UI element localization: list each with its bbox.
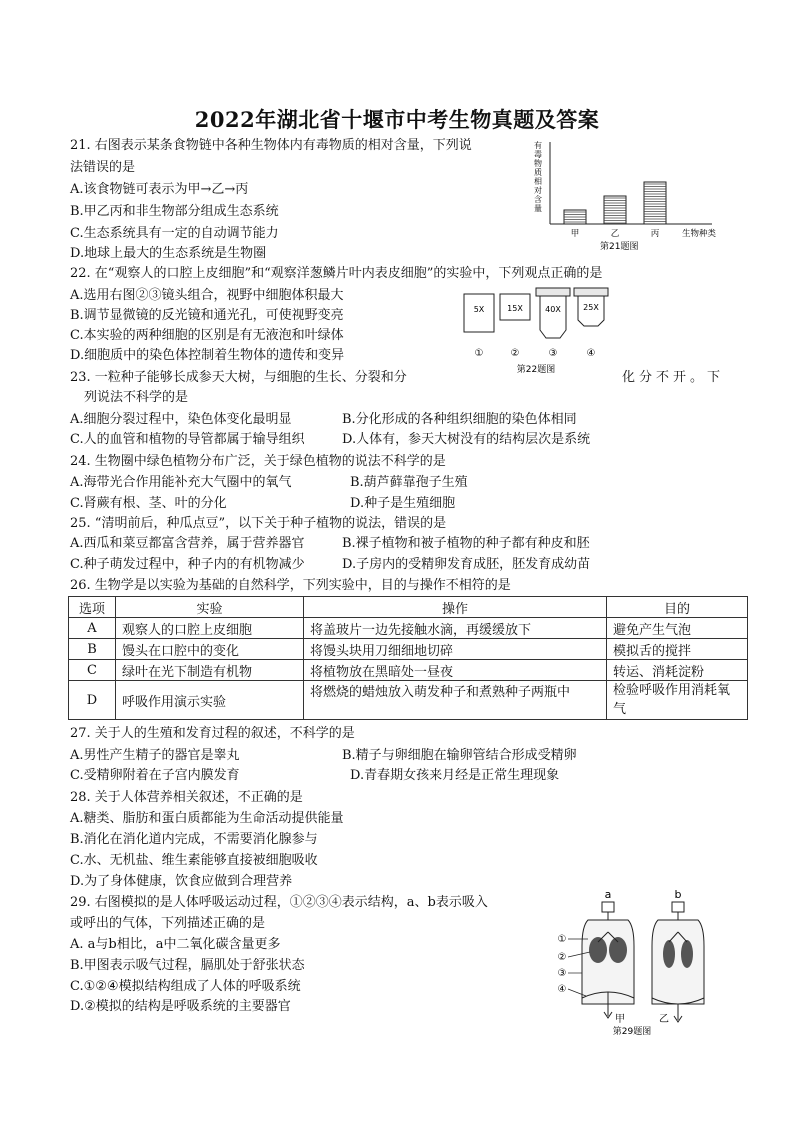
objective-40x-thread-icon [536,288,570,296]
q26-header-purpose: 目的 [607,597,748,618]
q22-lens-figure [456,286,616,376]
lens-3-label: 40X [545,305,561,314]
q26-cell: 将植物放在黑暗处一昼夜 [304,660,607,681]
q26-header-operation: 操作 [304,597,607,618]
q27-option-b: B.精子与卵细胞在输卵管结合形成受精卵 [342,748,577,763]
q29-breathing-model-figure [548,886,718,1036]
q27-option-a: A.男性产生精子的器官是睾丸 [70,748,240,763]
q22-option-d: D.细胞质中的染色体控制着生物体的遗传和变异 [70,348,345,363]
bell-jar-yi-icon [652,902,704,1022]
lens-1-label: 5X [473,305,485,314]
jar-yi-label: 乙 [659,1014,669,1025]
q21-y-label-char: 相 [534,177,542,186]
q21-y-label-char: 含 [534,195,542,204]
q29-figure-caption: 第29题图 [612,1027,652,1036]
q21-y-axis-label [534,140,542,213]
q23-option-c: C.人的血管和植物的导管都属于输导组织 [70,432,305,447]
label-a: a [604,888,612,901]
q21-y-label-char: 毒 [534,150,542,159]
q26-cell: 将燃烧的蜡烛放入萌发种子和煮熟种子两瓶中 [304,681,607,720]
q26-cell: 绿叶在光下制造有机物 [116,660,304,681]
q27-option-c: C.受精卵附着在子宫内膜发育 [70,768,240,783]
q21-category-label: 丙 [650,229,660,239]
lens-2-label: 15X [507,304,523,313]
table-row [69,681,748,720]
lens-3-number: ③ [548,348,558,359]
q21-y-label-char: 质 [534,168,542,177]
q29-option-b: B.甲图表示吸气过程，膈肌处于舒张状态 [70,958,305,973]
q21-y-label-char: 有 [534,141,542,150]
q26-cell: D [69,681,116,720]
q23-option-b: B.分化形成的各种组织细胞的染色体相同 [342,412,577,427]
q29-option-a: A. a与b相比，a中二氧化碳含量更多 [70,937,281,952]
q23-stem-left: 23. 一粒种子能够长成参天大树，与细胞的生长、分裂和分 [70,370,407,385]
q21-x-axis-label: 生物种类 [682,229,717,239]
q21-bar-chart [530,138,730,256]
q26-header-experiment: 实验 [116,597,304,618]
q25-option-d: D.子房内的受精卵发育成胚，胚发育成幼苗 [342,557,591,572]
lens-1-number: ① [474,348,484,359]
q21-option-d: D.地球上最大的生态系统是生物圈 [70,246,267,261]
q26-cell: 呼吸作用演示实验 [116,681,304,720]
q23-option-d: D.人体有，参天大树没有的结构层次是系统 [342,432,591,447]
q21-y-label-char: 物 [534,159,542,168]
q26-cell: 模拟舌的搅拌 [607,639,748,660]
q21-stem-line2: 法错误的是 [70,160,136,175]
q28-option-c: C.水、无机盐、维生素能够直接被细胞吸收 [70,853,318,868]
q29-stem-line1: 29. 右图模拟的是人体呼吸运动过程，①②③④表示结构，a、b表示吸入 [70,895,488,910]
q29-stem-line2: 或呼出的气体，下列描述正确的是 [70,916,266,931]
q29-option-c: C.①②④模拟结构组成了人体的呼吸系统 [70,979,301,994]
table-row [69,618,748,639]
q26-cell: 转运、消耗淀粉 [607,660,748,681]
lens-4-label: 25X [583,303,599,312]
q21-y-label-char: 量 [534,204,542,213]
structure-2-number: ② [557,952,567,963]
label-b: b [674,888,682,901]
structure-4-number: ④ [557,984,567,995]
q26-cell: 将盖玻片一边先接触水滴，再缓缓放下 [304,618,607,639]
q28-option-b: B.消化在消化道内完成，不需要消化腺参与 [70,832,318,847]
q28-option-d: D.为了身体健康，饮食应做到合理营养 [70,874,293,889]
jar-jia-label: 甲 [615,1014,625,1025]
q26-header-option: 选项 [69,597,116,618]
q21-option-a: A.该食物链可表示为甲→乙→丙 [70,182,249,197]
q28-option-a: A.糖类、脂肪和蛋白质都能为生命活动提供能量 [70,811,344,826]
q26-table [68,596,748,720]
bell-jar-jia-icon [582,902,634,1018]
objective-40x-icon [540,296,566,338]
q26-cell: 将馒头块用刀细细地切碎 [304,639,607,660]
q26-cell: 避免产生气泡 [607,618,748,639]
q21-y-label-char: 对 [534,186,542,195]
q25-option-b: B.裸子植物和被子植物的种子都有种皮和胚 [342,536,590,551]
q26-cell: B [69,639,116,660]
q24-option-d: D.种子是生殖细胞 [350,496,456,511]
lens-2-number: ② [510,348,520,359]
q24-option-c: C.肾蕨有根、茎、叶的分化 [70,496,227,511]
q21-stem-line1: 21. 右图表示某条食物链中各种生物体内有毒物质的相对含量，下列说 [70,138,472,153]
structure-1-number: ① [557,934,567,945]
q22-option-c: C.本实验的两种细胞的区别是有无液泡和叶绿体 [70,328,344,343]
q26-cell: 观察人的口腔上皮细胞 [116,618,304,639]
q29-option-d: D.②模拟的结构是呼吸系统的主要器官 [70,999,291,1014]
objective-25x-thread-icon [574,288,608,296]
q21-option-b: B.甲乙丙和非生物部分组成生态系统 [70,204,279,219]
q22-option-b: B.调节显微镜的反光镜和通光孔，可使视野变亮 [70,308,344,323]
q26-cell: C [69,660,116,681]
q21-figure-caption: 第21题图 [600,242,639,252]
table-row [69,639,748,660]
structure-3-number: ③ [557,968,567,979]
q22-stem: 22. 在“观察人的口腔上皮细胞”和“观察洋葱鳞片叶内表皮细胞”的实验中，下列观点正确的是 [70,266,603,281]
q25-option-c: C.种子萌发过程中，种子内的有机物减少 [70,557,305,572]
q23-stem-line2: 列说法不科学的是 [84,390,189,405]
q21-category-label: 甲 [570,229,580,239]
q22-option-a: A.选用右图②③镜头组合，视野中细胞体积最大 [70,288,344,303]
q25-option-a: A.西瓜和菜豆都富含营养，属于营养器官 [70,536,305,551]
lens-4-number: ④ [586,348,596,359]
q27-stem: 27. 关于人的生殖和发育过程的叙述，不科学的是 [70,726,355,741]
q21-bar [644,182,666,224]
table-row [69,660,748,681]
q22-figure-caption: 第22题图 [516,365,556,375]
q26-cell: 检验呼吸作用消耗氧气 [607,681,748,720]
q26-cell: 馒头在口腔中的变化 [116,639,304,660]
q25-stem: 25. “清明前后，种瓜点豆”，以下关于种子植物的说法，错误的是 [70,516,447,531]
q28-stem: 28. 关于人体营养相关叙述，不正确的是 [70,790,303,805]
q21-option-c: C.生态系统具有一定的自动调节能力 [70,226,279,241]
q27-option-d: D.青春期女孩来月经是正常生理现象 [350,768,560,783]
q26-stem: 26. 生物学是以实验为基础的自然科学，下列实验中，目的与操作不相符的是 [70,578,511,593]
q26-cell: A [69,618,116,639]
q23-option-a: A.细胞分裂过程中，染色体变化最明显 [70,412,292,427]
page-title: 2022年湖北省十堰市中考生物真题及答案 [194,107,600,132]
q21-category-label: 乙 [610,229,620,239]
q26-table-header [69,597,748,618]
q23-stem-right: 化分不开。下 [622,370,725,385]
q24-option-b: B.葫芦藓靠孢子生殖 [350,475,468,490]
q24-option-a: A.海带光合作用能补充大气圈中的氧气 [70,475,292,490]
q24-stem: 24. 生物圈中绿色植物分布广泛，关于绿色植物的说法不科学的是 [70,454,446,469]
